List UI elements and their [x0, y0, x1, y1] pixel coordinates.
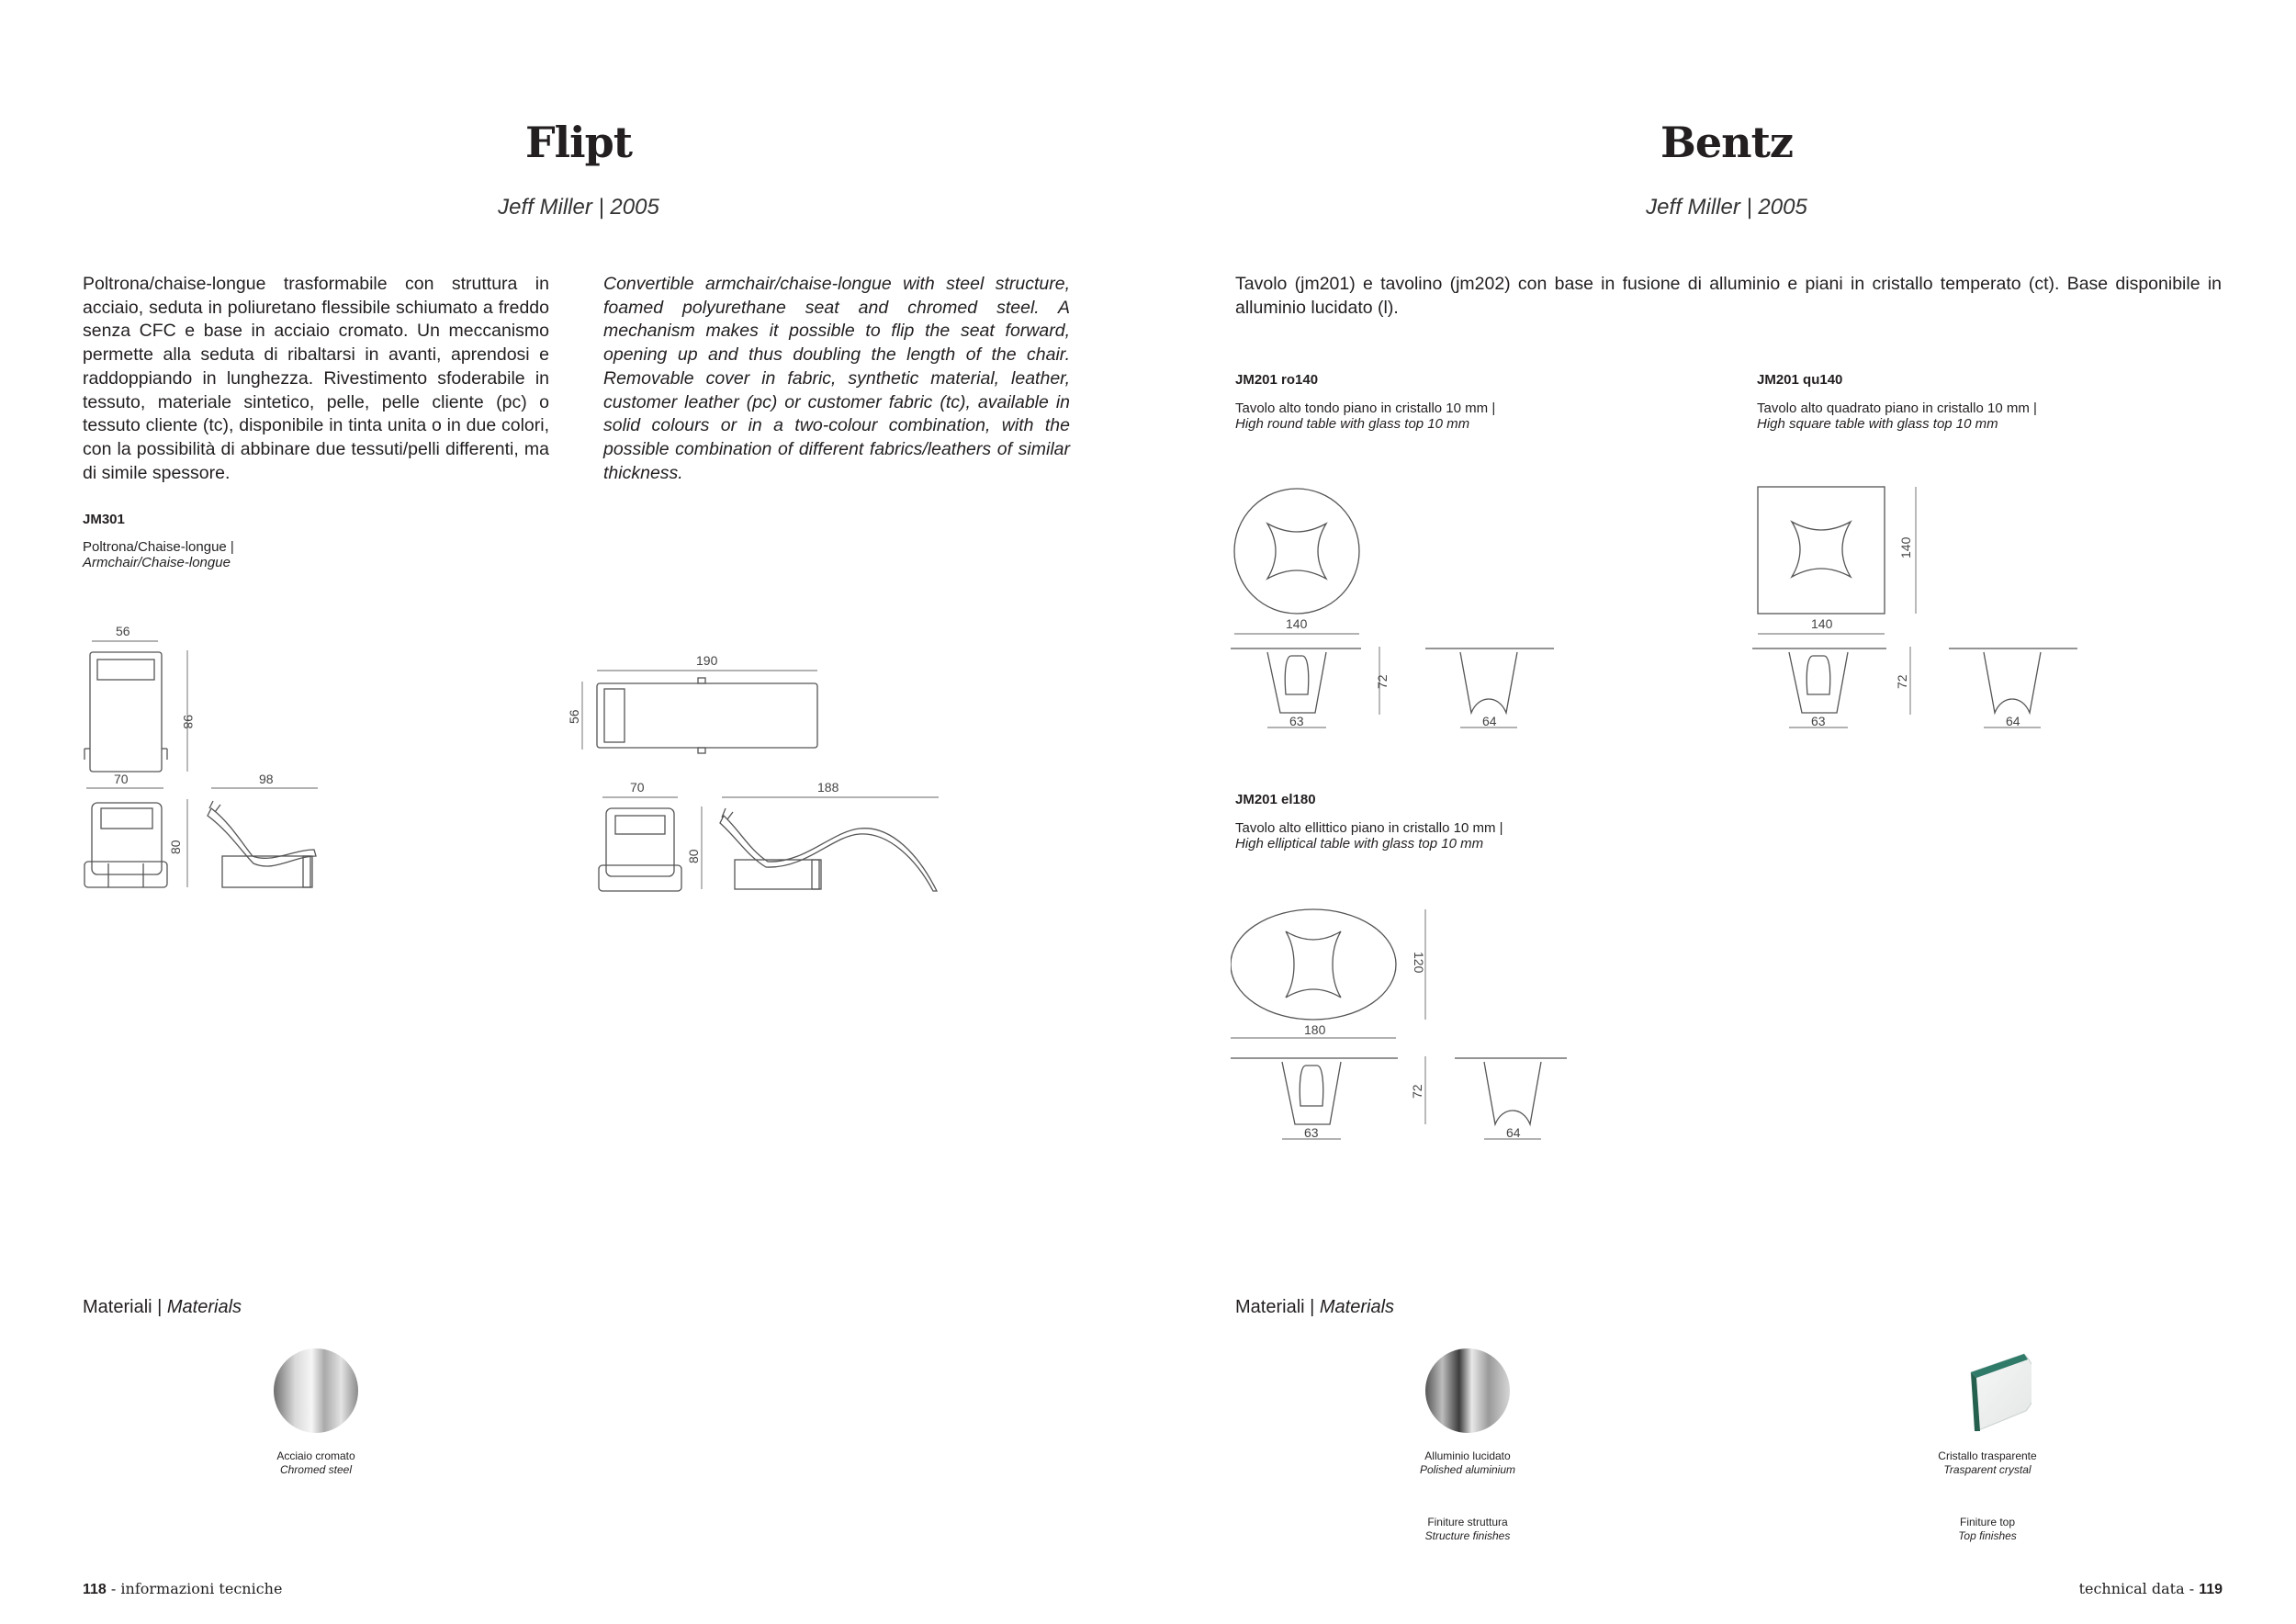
- swatch-name-en: Polished aluminium: [1419, 1463, 1516, 1476]
- dim-long-width: 190: [696, 653, 718, 668]
- product-desc-it: Tavolo alto tondo piano in cristallo 10 mm |: [1235, 400, 1496, 416]
- product-code-qu140: JM201 qu140: [1757, 372, 1843, 388]
- flipt-title: Flipt: [524, 118, 633, 167]
- dim-elliptical-width: 180: [1304, 1022, 1326, 1037]
- dim-round-height: 72: [1375, 674, 1390, 689]
- flipt-description-it: Poltrona/chaise-longue trasformabile con struttura in acciaio, seduta in poliuretano flessibile schiumato a freddo senza CFC e base in acciaio cromato. Un meccanismo permette alla seduta di ribaltarsi in avanti, aprendosi e raddoppiando in lunghezza. Rivestimento sfoderabile in tessuto, materiale sintetico, pelle, pelle cliente (pc) o tessuto cliente (tc), disponibile in tinta unita o in due colori, con la possibilità di abbinare due tessuti/pelli differenti, ma di simile spessore.: [83, 274, 549, 483]
- bentz-title: Bentz: [1660, 118, 1793, 167]
- chaise-side-view: [720, 780, 939, 891]
- elliptical-table-drawings: [1231, 900, 1580, 1167]
- product-desc-it: Poltrona/Chaise-longue |: [83, 539, 234, 555]
- square-table-drawings: [1752, 478, 2083, 744]
- product-desc-it: Tavolo alto ellittico piano in cristallo 10 mm |: [1235, 820, 1503, 836]
- materials-heading-it: Materiali |: [1235, 1297, 1315, 1317]
- right-footer: [2079, 1580, 2223, 1598]
- page-number-right: 119: [2199, 1582, 2223, 1597]
- flipt-description-en: Convertible armchair/chaise-longue with steel structure, foamed polyurethane seat and chromed steel. A mechanism makes it possible to flip the seat forward, opening up and thus doubling the length of the chair. Removable cover in fabric, synthetic material, leather, customer leather (pc) or customer fabric (tc), available in solid colours or in a two-colour combination, with the possible combination of different fabrics/leathers of similar thickness.: [603, 274, 1070, 483]
- transparent-crystal-swatch: [1943, 1347, 2032, 1435]
- dim-square-width: 140: [1811, 616, 1833, 631]
- bentz-author: Jeff Miller | 2005: [1646, 195, 1807, 220]
- flipt-materials-heading: [83, 1297, 242, 1318]
- product-desc-el180: [1235, 820, 1503, 851]
- page-number-left: 118: [83, 1582, 107, 1597]
- chaise-front-view: [599, 780, 702, 891]
- round-table-drawings: [1231, 478, 1561, 744]
- swatch-name-en: Trasparent crystal: [1943, 1463, 2032, 1476]
- transparent-crystal-label: [1896, 1449, 2079, 1477]
- product-desc-ro140: [1235, 400, 1495, 432]
- dim-top-height: 98: [181, 715, 196, 729]
- dim-elliptical-base-side: 64: [1506, 1125, 1521, 1140]
- polished-aluminium-label: [1376, 1449, 1559, 1477]
- dim-front-height: 80: [168, 840, 183, 854]
- swatch-name-en: Chromed steel: [279, 1463, 353, 1476]
- materials-heading-it: Materiali |: [83, 1297, 163, 1317]
- top-finishes-label: [1896, 1516, 2079, 1543]
- dim-square-base-front: 63: [1811, 714, 1826, 728]
- dim-round-base-side: 64: [1482, 714, 1497, 728]
- product-code-ro140: JM201 ro140: [1235, 372, 1319, 388]
- chaise-top-view: [567, 653, 817, 753]
- product-desc-en: High square table with glass top 10 mm: [1757, 416, 1998, 432]
- group-name-en: Top finishes: [1958, 1529, 2017, 1542]
- dim-front-width: 70: [114, 772, 129, 786]
- dim-long-height: 56: [567, 709, 581, 724]
- dim-square-depth: 140: [1898, 536, 1913, 558]
- footer-label-left: - informazioni tecniche: [110, 1580, 283, 1597]
- dim-elliptical-height: 72: [1410, 1084, 1424, 1099]
- group-name-en: Structure finishes: [1424, 1529, 1511, 1542]
- armchair-top-view: [84, 624, 196, 772]
- footer-label-right: technical data -: [2078, 1580, 2195, 1597]
- product-code-el180: JM201 el180: [1235, 792, 1316, 807]
- product-desc-qu140: [1757, 400, 2037, 432]
- dim-front2-height: 80: [686, 849, 701, 863]
- swatch-name-it: Alluminio lucidato: [1424, 1449, 1511, 1462]
- materials-heading-en: Materials: [166, 1297, 242, 1317]
- dim-round-width: 140: [1286, 616, 1308, 631]
- group-name-it: Finiture top: [1959, 1516, 2016, 1528]
- swatch-name-it: Cristallo trasparente: [1938, 1449, 2037, 1462]
- product-desc-en: Armchair/Chaise-longue: [83, 555, 231, 570]
- group-name-it: Finiture struttura: [1427, 1516, 1508, 1528]
- product-desc-it: Tavolo alto quadrato piano in cristallo 10 mm |: [1757, 400, 2037, 416]
- product-code-jm301: JM301: [83, 512, 125, 527]
- chromed-steel-swatch: [272, 1347, 360, 1435]
- polished-aluminium-swatch: [1424, 1347, 1512, 1435]
- dim-square-base-side: 64: [2006, 714, 2020, 728]
- dim-elliptical-base-front: 63: [1304, 1125, 1319, 1140]
- left-footer: [83, 1580, 282, 1598]
- armchair-side-view: [208, 772, 318, 887]
- bentz-materials-heading: [1235, 1297, 1394, 1318]
- dim-chaise-width: 188: [817, 780, 839, 795]
- dim-top-width: 56: [116, 624, 130, 638]
- materials-heading-en: Materials: [1319, 1297, 1395, 1317]
- dim-elliptical-depth: 120: [1412, 952, 1426, 974]
- chromed-steel-label: [224, 1449, 408, 1477]
- dim-round-base-front: 63: [1289, 714, 1304, 728]
- dim-side-width: 98: [259, 772, 274, 786]
- product-desc-en: High round table with glass top 10 mm: [1235, 416, 1470, 432]
- product-desc-jm301: [83, 539, 234, 570]
- swatch-name-it: Acciaio cromato: [276, 1449, 355, 1462]
- dim-front2-width: 70: [630, 780, 645, 795]
- product-desc-en: High elliptical table with glass top 10 mm: [1235, 836, 1484, 851]
- flipt-author: Jeff Miller | 2005: [498, 195, 659, 220]
- dim-square-height: 72: [1895, 674, 1909, 689]
- flipt-technical-drawings: [73, 615, 992, 909]
- armchair-front-view: [84, 772, 187, 887]
- bentz-description-it: Tavolo (jm201) e tavolino (jm202) con base in fusione di alluminio e piani in cristallo temperato (ct). Base disponibile in alluminio lucidato (l).: [1235, 274, 2222, 318]
- structure-finishes-label: [1376, 1516, 1559, 1543]
